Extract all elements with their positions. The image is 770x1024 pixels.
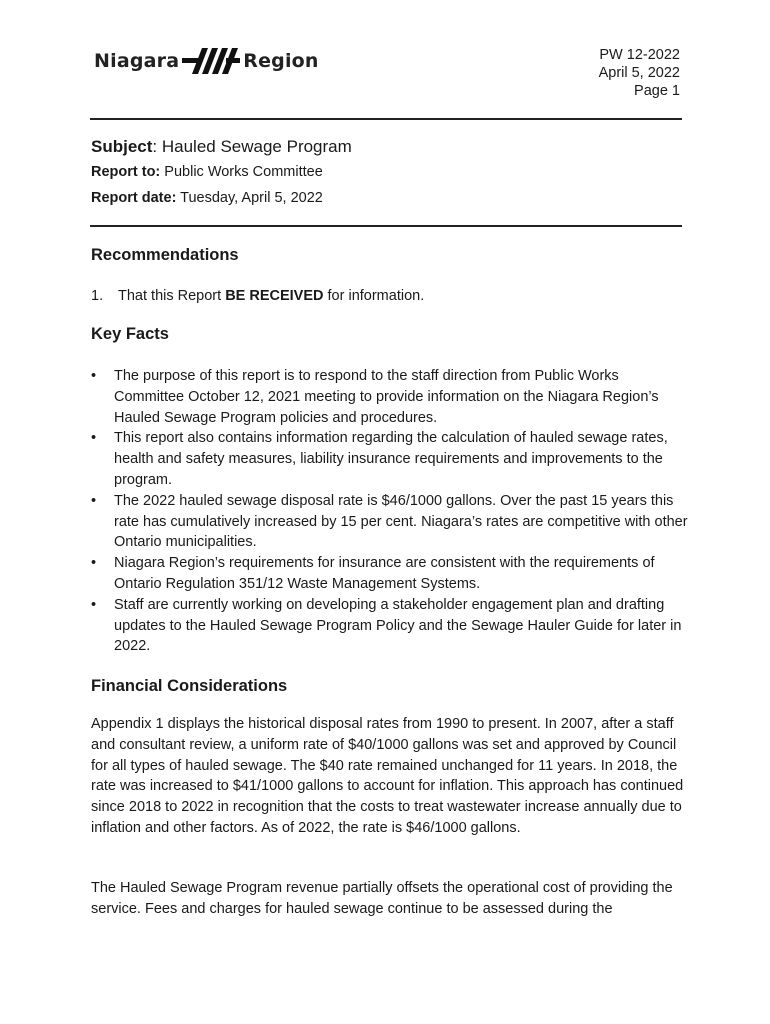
report-to-label: Report to: [91, 164, 161, 180]
recommendation-text-before: That this Report [118, 288, 226, 304]
logo-word-region: Region [243, 50, 319, 72]
bullet-icon: • [91, 596, 97, 613]
recommendations-heading: Recommendations [91, 246, 239, 264]
report-date-line [91, 190, 323, 206]
list-item [91, 428, 691, 490]
bullet-icon: • [91, 555, 97, 572]
list-item [91, 366, 691, 428]
recommendation-item [91, 288, 424, 304]
key-fact-text: Staff are currently working on developing a stakeholder engagement plan and drafting updates to the Hauled Sewage Program Policy and the Sewage Hauler Guide for later in 2022. [114, 596, 682, 655]
page-number: Page 1 [634, 83, 680, 99]
report-date-value: Tuesday, April 5, 2022 [176, 190, 323, 206]
financial-considerations-heading: Financial Considerations [91, 677, 288, 695]
key-fact-text: Niagara Region’s requirements for insurance are consistent with the requirements of Ontario Regulation 351/12 Waste Management Systems. [114, 555, 655, 592]
subject-value: : Hauled Sewage Program [152, 137, 352, 156]
report-to-line [91, 164, 323, 180]
bullet-icon: • [91, 368, 97, 384]
subject-label: Subject [91, 137, 153, 156]
report-date-label: Report date: [91, 190, 177, 206]
report-to-value: Public Works Committee [160, 164, 323, 180]
recommendation-text-after: for information. [323, 288, 425, 304]
subject-line [91, 137, 352, 157]
logo-stripes-icon [182, 46, 240, 76]
report-header-date: April 5, 2022 [598, 65, 680, 81]
bullet-icon: • [91, 492, 97, 509]
key-fact-text: The purpose of this report is to respond to the staff direction from Public Works Committee October 12, 2021 meeting to provide information on the Niagara Region’s Hauled Sewage Program policies and procedures. [114, 368, 659, 426]
second-divider [90, 225, 682, 227]
top-divider [90, 118, 682, 120]
logo-word-niagara: Niagara [94, 50, 180, 72]
report-number: PW 12-2022 [599, 47, 680, 63]
financial-paragraph-1: Appendix 1 displays the historical disposal rates from 1990 to present. In 2007, after a staff and consultant review, a uniform rate of $40/1000 gallons was set and approved by Council for all types of hauled sewage. The $40 rate remained unchanged for 11 years. In 2018, the rate was increased to $41/1000 gallons to account for inflation. This approach has continued since 2018 to 2022 in recognition that the costs to treat wastewater increase annually due to inflation and other factors. As of 2022, the rate is $46/1000 gallons. [91, 716, 684, 836]
list-item [91, 491, 691, 553]
key-fact-text: This report also contains information regarding the calculation of hauled sewage rates, health and safety measures, liability insurance requirements and improvements to the program. [114, 430, 668, 488]
financial-paragraph-2: The Hauled Sewage Program revenue partially offsets the operational cost of providing the service. Fees and charges for hauled sewage continue to be assessed during the [91, 880, 673, 917]
niagara-region-logo [94, 44, 319, 78]
list-item [91, 595, 691, 657]
list-item [91, 553, 691, 595]
report-meta [599, 46, 680, 100]
key-facts-heading: Key Facts [91, 325, 169, 343]
key-facts-list [91, 366, 691, 657]
key-fact-text: The 2022 hauled sewage disposal rate is $46/1000 gallons. Over the past 15 years this rate has cumulatively increased by 15 per cent. Niagara’s rates are competitive with other Ontario municipalities. [114, 492, 688, 551]
recommendation-text-bold: BE RECEIVED [225, 288, 324, 304]
recommendation-number: 1. [91, 288, 104, 304]
bullet-icon: • [91, 430, 97, 447]
